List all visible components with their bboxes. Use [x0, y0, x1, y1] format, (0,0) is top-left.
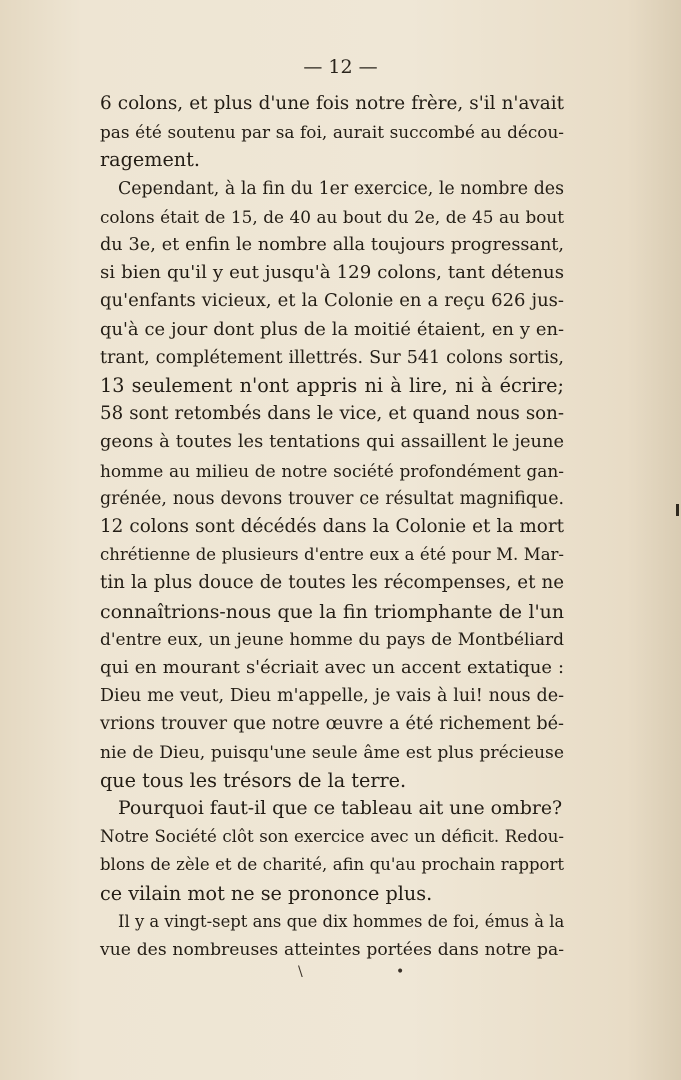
ink-speck: \ [298, 964, 303, 980]
text-line: blons de zèle et de charité, afin qu'au prochain rapport [100, 855, 564, 875]
text-line: 6 colons, et plus d'une fois notre frère, s'il n'avait [100, 93, 564, 114]
text-line: qu'à ce jour dont plus de la moitié étaient, en y en- [100, 318, 564, 340]
text-line: si bien qu'il y eut jusqu'à 129 colons, tant détenus [100, 262, 564, 284]
text-line: nie de Dieu, puisqu'une seule âme est plus précieuse [100, 742, 564, 763]
ink-speck: • [396, 964, 405, 980]
page-number: — 12 — [303, 56, 378, 78]
text-line: pas été soutenu par sa foi, aurait succombé au décou- [100, 122, 564, 143]
text-line: Cependant, à la fin du 1er exercice, le nombre des [118, 178, 564, 199]
footer-ink-marks [0, 960, 681, 990]
text-line: vrions trouver que notre œuvre a été richement bé- [100, 714, 564, 735]
text-line: geons à toutes les tentations qui assaillent le jeune [100, 431, 564, 453]
text-line: ce vilain mot ne se prononce plus. [100, 881, 433, 905]
text-line: d'entre eux, un jeune homme du pays de Montbéliard [100, 629, 564, 650]
text-line: Il y a vingt-sept ans que dix hommes de foi, émus à la [118, 911, 565, 931]
text-line: ragement. [100, 148, 200, 172]
margin-mark [676, 504, 679, 516]
text-line: Dieu me veut, Dieu m'appelle, je vais à lui! nous de- [100, 686, 564, 707]
paragraph [100, 175, 564, 795]
text-line: qui en mourant s'écriait avec un accent extatique : [100, 657, 564, 679]
text-line: 58 sont retombés dans le vice, et quand nous son- [100, 403, 564, 425]
text-line: qu'enfants vicieux, et la Colonie en a reçu 626 jus- [100, 290, 564, 312]
text-line: 13 seulement n'ont appris ni à lire, ni à écrire; [100, 374, 564, 398]
text-line: Notre Société clôt son exercice avec un déficit. Redou- [100, 827, 564, 847]
text-line: grénée, nous devons trouver ce résultat magnifique. [100, 488, 564, 509]
paragraph [100, 795, 564, 908]
text-line: homme au milieu de notre société profondément gan- [100, 460, 564, 481]
text-line: connaîtrions-nous que la fin triomphante de l'un [100, 600, 564, 623]
text-line: tin la plus douce de toutes les récompenses, et ne [100, 572, 564, 594]
paragraph [100, 90, 564, 175]
text-line: Pourquoi faut-il que ce tableau ait une ombre? [118, 798, 563, 820]
body-text [100, 90, 564, 964]
text-line: trant, complétement illettrés. Sur 541 colons sortis, [100, 347, 564, 368]
paragraph [100, 908, 564, 964]
text-line: vue des nombreuses atteintes portées dans notre pa- [100, 940, 564, 961]
text-line: colons était de 15, de 40 au bout du 2e, de 45 au bout [100, 206, 564, 227]
text-line: que tous les trésors de la terre. [100, 768, 407, 792]
text-line: du 3e, et enfin le nombre alla toujours progressant, [100, 235, 564, 256]
text-line: chrétienne de plusieurs d'entre eux a été pour M. Mar- [100, 545, 564, 565]
text-line: 12 colons sont décédés dans la Colonie et la mort [100, 516, 564, 538]
